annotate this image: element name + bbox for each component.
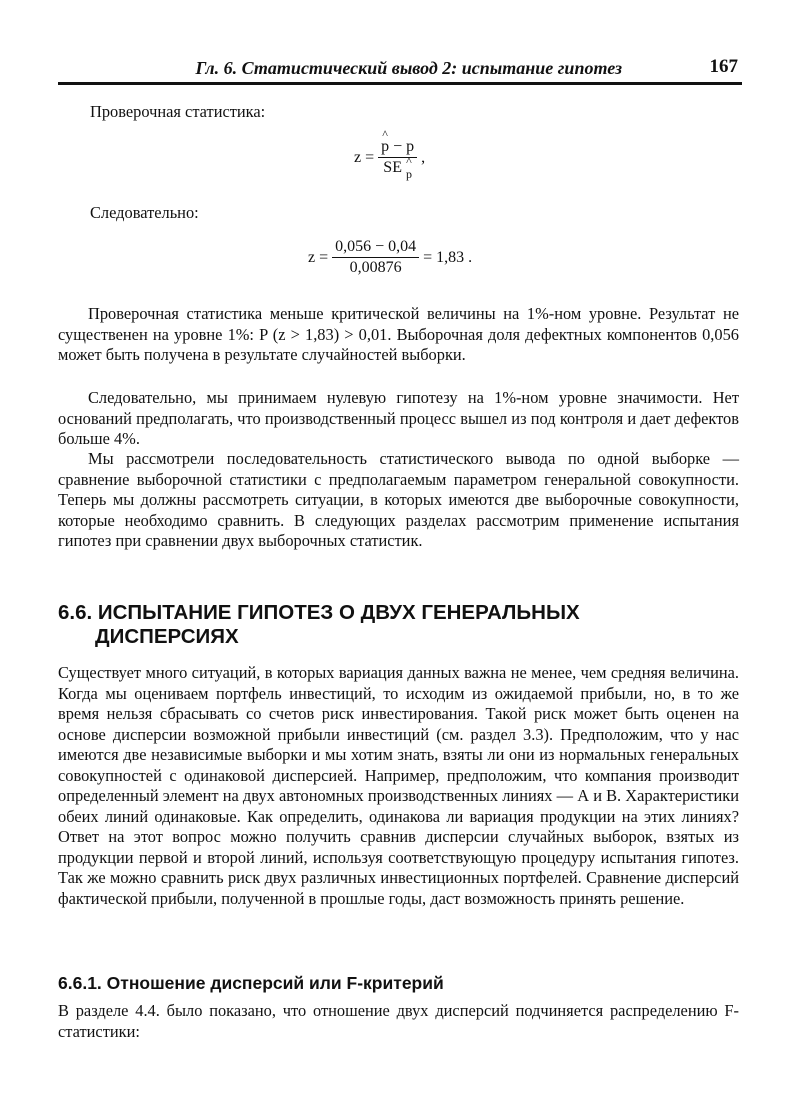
subsection-body: В разделе 4.4. было показано, что отношение двух дисперсий подчиняется распределению F-статистики:	[58, 1001, 739, 1041]
formula1-se: SE	[383, 159, 402, 176]
subsection-heading: 6.6.1. Отношение дисперсий или F-критерий	[58, 973, 444, 993]
p-hat: ^ p	[381, 138, 389, 156]
section-heading-line1: 6.6. ИСПЫТАНИЕ ГИПОТЕЗ О ДВУХ ГЕНЕРАЛЬНЫХ	[58, 601, 580, 624]
paragraph-summary: Мы рассмотрели последовательность статистического вывода по одной выборке — сравнение выборочной статистики с предполагаемым параметром генеральной совокупности. Теперь мы должны рассмотреть ситуации, в которых имеются две выборочные совокупности, которые необходимо сравнить. В следующих разделах рассмотрим применение испытания гипотез при сравнении двух выборочных статистик.	[58, 449, 739, 550]
formula1-fraction	[378, 138, 417, 181]
formula1-tail: ,	[421, 148, 426, 166]
formula2-fraction	[332, 238, 419, 277]
header-title: Гл. 6. Статистический вывод 2: испытание гипотез	[195, 58, 622, 78]
formula1-se-subscript: ^ p	[406, 165, 412, 183]
page-number: 167	[709, 56, 738, 77]
formula2-rhs: = 1,83 .	[423, 248, 473, 266]
formula2-numerator: 0,056 − 0,04	[332, 238, 419, 258]
section-heading	[58, 601, 748, 649]
paragraph-result: Проверочная статистика меньше критической величины на 1%-ном уровне. Результат не существенен на уровне 1%: P (z > 1,83) > 0,01. Выборочная доля дефектных компонентов 0,056 может быть получена в результате случайностей выборки.	[58, 304, 739, 364]
formula2-denominator: 0,00876	[349, 259, 402, 276]
section-body: Существует много ситуаций, в которых вариация данных важна не менее, чем средняя величина. Когда мы оцениваем портфель инвестиций, то исходим из ожидаемой прибыли, но, в то же время нельзя сбрасывать со счетов риск инвестирования. Такой риск может быть оценен на основе дисперсии возможной прибыли инвестиций (см. раздел 3.3). Предположим, что у нас имеются две независимые выборки и мы хотим знать, взяты ли они из нормальных генеральных совокупностей с одинаковой дисперсией. Например, предположим, что компания производит определенный элемент на двух автономных производственных линиях — А и В. Характеристики обеих линий одинаковые. Как определить, одинакова ли вариация продукции на этих линиях? Ответ на этот вопрос можно получить сравнив дисперсии случайных выборок, взятых из продукции первой и второй линий, используя соответствующую процедуру испытания гипотез. Так же можно сравнить риск двух различных инвестиционных портфелей. Сравнение дисперсий фактической прибыли, полученной в прошлые годы, даст возможность принять решение.	[58, 663, 739, 908]
formula-z-definition	[354, 138, 426, 181]
running-header	[58, 56, 742, 85]
test-statistic-label: Проверочная статистика:	[90, 102, 266, 121]
formula-z-value	[308, 238, 472, 277]
paragraph-conclusion: Следовательно, мы принимаем нулевую гипотезу на 1%-ном уровне значимости. Нет оснований предполагать, что производственный процесс вышел из под контроля и дает дефектов больше 4%.	[58, 388, 739, 448]
formula1-denominator	[383, 158, 412, 181]
formula2-lhs: z =	[308, 248, 329, 266]
section-heading-line2: ДИСПЕРСИЯХ	[95, 625, 239, 648]
formula1-lhs: z =	[354, 148, 375, 166]
formula1-numerator-rest: − p	[389, 138, 415, 155]
consequently-label: Следовательно:	[90, 203, 199, 222]
